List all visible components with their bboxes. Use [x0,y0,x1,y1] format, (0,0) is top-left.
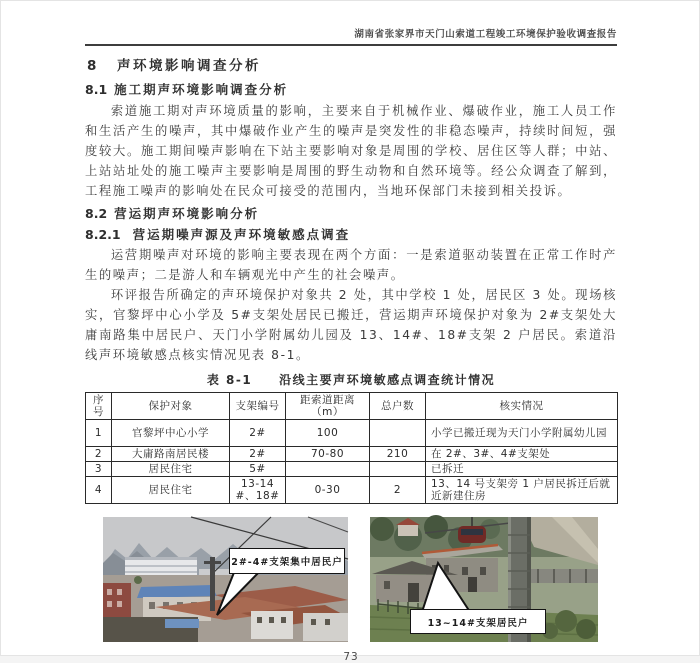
cell-protected-object: 大庸路南居民楼 [112,447,230,462]
col-header-support-number: 支架编号 [230,393,286,420]
section-8-1-heading [85,80,617,98]
cell-households [370,420,426,447]
cell-households: 2 [370,477,426,504]
header-rule [85,44,617,46]
section-8-heading [87,54,617,74]
callout-city-residents: 2#-4#支架集中居民户 [229,548,345,574]
callout-tail-left [207,569,269,619]
cell-protected-object: 居民住宅 [112,477,230,504]
paragraph-operation-noise-sources: 运营期噪声对环境的影响主要表现在两个方面：一是索道驱动装置在正常工作时产生的噪声；二是游人和车辆观光中产生的社会噪声。 [85,248,617,282]
cell-distance: 0-30 [286,477,370,504]
cell-distance: 100 [286,420,370,447]
table-row [86,447,618,462]
cell-index: 2 [86,447,112,462]
callout-tail-right [416,561,478,613]
section-8-1-title: 施工期声环境影响调查分析 [114,82,289,97]
cell-households: 210 [370,447,426,462]
sensitive-points-table [85,392,618,504]
section-8-2-1-heading [85,225,617,243]
cell-verification: 在 2#、3#、4#支架处 [426,447,618,462]
table-row [86,477,618,504]
col-header-households: 总户数 [370,393,426,420]
cell-support-number: 5# [230,462,286,477]
col-header-distance: 距索道距离（m） [286,393,370,420]
content-column [85,50,617,663]
section-8-2-1-title: 营运期噪声源及声环境敏感点调查 [132,227,351,242]
table-row [86,420,618,447]
cell-distance [286,462,370,477]
cell-support-number: 2# [230,447,286,462]
table-caption: 表 8-1 沿线主要声环境敏感点调查统计情况 [206,373,496,387]
running-header: 湖南省张家界市天门山索道工程竣工环境保护验收调查报告 [354,29,617,40]
section-8-2-title: 营运期声环境影响分析 [114,206,260,221]
col-header-verification: 核实情况 [426,393,618,420]
cell-index: 4 [86,477,112,504]
cell-verification: 小学已搬迁现为天门小学附属幼儿园 [426,420,618,447]
section-8-number: 8 [87,58,97,74]
cell-verification: 已拆迁 [426,462,618,477]
col-header-protected-object: 保护对象 [112,393,230,420]
section-8-title: 声环境影响调查分析 [117,58,261,74]
cell-households [370,462,426,477]
section-8-2-number: 8.2 [85,206,108,221]
cell-index: 1 [86,420,112,447]
cell-support-number: 2# [230,420,286,447]
photo-row [103,517,617,642]
section-8-2-heading [85,204,617,222]
section-8-2-1-number: 8.2.1 [85,227,121,242]
photo-pylon-residents [370,517,598,642]
paragraph-construction-noise: 索道施工期对声环境质量的影响，主要来自于机械作业、爆破作业，施工人员工作和生活产生的噪声，其中爆破作业产生的噪声是突发性的非稳态噪声，持续时间短，强度较大。施工期间噪声影响在下站主要影响对象是周围的学校、居住区等人群；中站、上站站址处的施工噪声主要影响是周围的野生动物和自然环境等。经公众调查了解到，工程施工噪声的影响处在民众可接受的范围内，当地环保部门未接到相关投诉。 [85,104,617,198]
section-8-1-number: 8.1 [85,82,108,97]
cell-protected-object: 居民住宅 [112,462,230,477]
photo-city-residents [103,517,348,642]
cell-distance: 70-80 [286,447,370,462]
cell-index: 3 [86,462,112,477]
cell-protected-object: 官黎坪中心小学 [112,420,230,447]
paragraph-sensitive-point-verification: 环评报告所确定的声环境保护对象共 2 处，其中学校 1 处，居民区 3 处。现场核实，官黎坪中心小学及 5#支架处居民已搬迁，营运期声环境保护对象为 2#支架处大庸南路集中居民户、天门小学附属幼儿园及 13、14#、18#支架 2 户居民。索道沿线声环境敏感点核实情况见表 8-1。 [85,288,617,362]
callout-pylon-residents: 13~14#支架居民户 [410,609,546,634]
table-row [86,462,618,477]
table-header-row [86,393,618,420]
page-number: 73 [343,651,359,663]
cell-support-number: 13-14#、18# [230,477,286,504]
col-header-index: 序号 [86,393,112,420]
cell-verification: 13、14 号支架旁 1 户居民拆迁后就近新建住房 [426,477,618,504]
